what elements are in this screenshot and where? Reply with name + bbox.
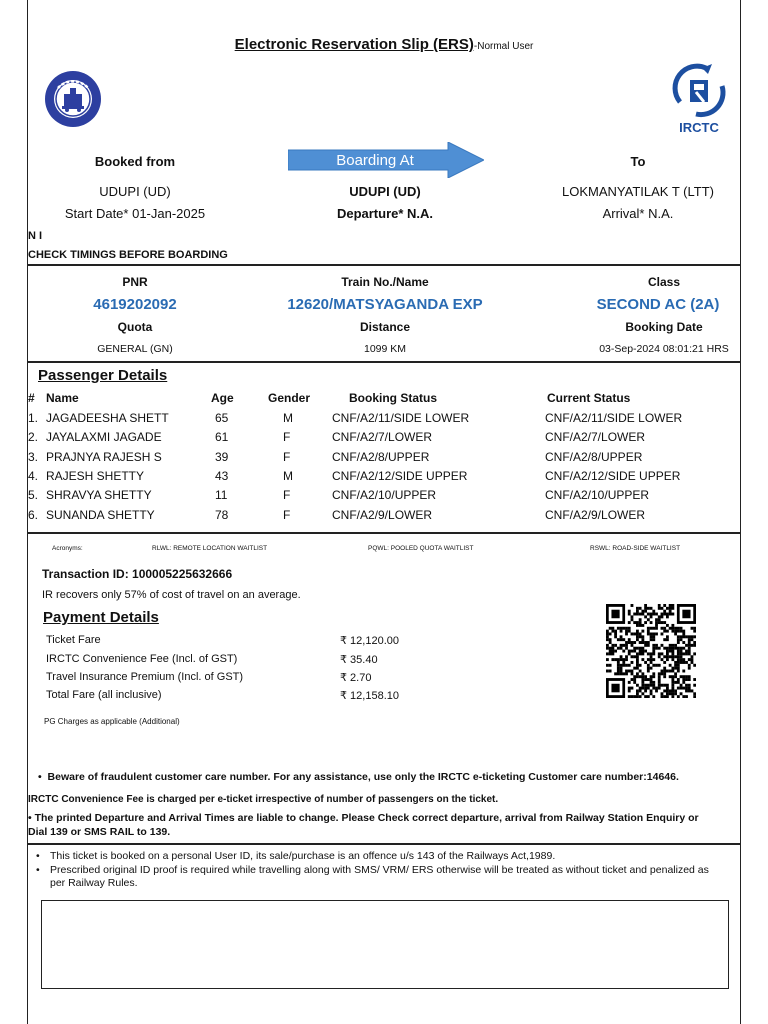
bullet-icon: • [28, 812, 35, 824]
booked-from-label: Booked from [94, 154, 176, 169]
acronym-rswl: RSWL: ROAD-SIDE WAITLIST [590, 545, 681, 552]
payment-label-insurance: Travel Insurance Premium (Incl. of GST) [46, 671, 244, 683]
irctc-logo-text: IRCTC [679, 120, 719, 135]
current-status: CNF/A2/11/SIDE LOWER [545, 411, 683, 425]
convenience-fee-note: IRCTC Convenience Fee is charged per e-ticket irrespective of number of passengers on the ticket. [28, 794, 499, 805]
col-age: Age [211, 391, 234, 405]
booking-status: CNF/A2/8/UPPER [332, 450, 430, 464]
payment-label-convenience-fee: IRCTC Convenience Fee (Incl. of GST) [46, 653, 238, 665]
to-label: To [630, 154, 646, 169]
acronym-rlwl: RLWL: REMOTE LOCATION WAITLIST [152, 545, 268, 552]
booking-status: CNF/A2/11/SIDE LOWER [332, 411, 470, 425]
passenger-name: JAYALAXMI JAGADE [46, 430, 162, 444]
acronym-pqwl: PQWL: POOLED QUOTA WAITLIST [368, 545, 474, 552]
start-date: Start Date* 01-Jan-2025 [64, 206, 206, 221]
row-num: 4. [28, 469, 39, 483]
fraud-warning-text: Beware of fraudulent customer care number. For any assistance, use only the IRCTC e-ticketing Customer care number:14646. [47, 771, 679, 783]
divider [28, 361, 740, 363]
divider [28, 532, 740, 534]
col-current-status: Current Status [547, 391, 631, 405]
timings-note [28, 812, 699, 824]
from-station: UDUPI (UD) [99, 184, 171, 199]
divider [28, 843, 740, 845]
passenger-gender: F [283, 508, 291, 522]
payment-amount-ticket-fare: ₹ 12,120.00 [340, 635, 399, 647]
arrival-time: Arrival* N.A. [602, 206, 674, 221]
departure-time: Departure* N.A. [336, 206, 434, 221]
payment-amount-insurance: ₹ 2.70 [340, 672, 372, 684]
passenger-age: 65 [215, 411, 229, 425]
irctc-logo-icon [666, 58, 732, 138]
passenger-gender: M [283, 469, 293, 483]
current-status: CNF/A2/7/LOWER [545, 430, 646, 444]
acronyms-label: Acronyms: [52, 545, 83, 552]
payment-label-total: Total Fare (all inclusive) [46, 689, 162, 701]
transaction-id: Transaction ID: 100005225632666 [42, 567, 233, 581]
rule-item: • Prescribed original ID proof is required while travelling along with SMS/ VRM/ ERS otherwise will be treated as without ticket and penalized as per Railway Rules. [34, 864, 724, 890]
timings-note-line2: Dial 139 or SMS RAIL to 139. [28, 826, 171, 838]
passenger-age: 78 [215, 508, 229, 522]
passenger-name: RAJESH SHETTY [46, 469, 145, 483]
booking-status: CNF/A2/7/LOWER [332, 430, 433, 444]
table-row [28, 411, 740, 427]
col-num: # [28, 391, 35, 405]
passenger-details-title: Passenger Details [38, 367, 168, 384]
passenger-gender: M [283, 411, 293, 425]
boarding-station: UDUPI (UD) [349, 184, 421, 199]
timings-note-line1: The printed Departure and Arrival Times are liable to change. Please Check correct departure, arrival from Railway Station Enquiry or [34, 812, 699, 824]
fraud-warning [38, 771, 679, 783]
passenger-age: 39 [215, 450, 229, 464]
passenger-age: 43 [215, 469, 229, 483]
row-num: 1. [28, 411, 39, 425]
row-num: 3. [28, 450, 39, 464]
row-num: 6. [28, 508, 39, 522]
ni-text: N I [28, 230, 43, 242]
divider [28, 264, 740, 266]
quota-value: GENERAL (GN) [97, 343, 173, 355]
table-row [28, 430, 740, 446]
current-status: CNF/A2/8/UPPER [545, 450, 643, 464]
passenger-age: 61 [215, 430, 229, 444]
advertisement-box [41, 900, 729, 989]
to-station: LOKMANYATILAK T (LTT) [562, 184, 714, 199]
boarding-at-label: Boarding At [336, 152, 414, 169]
passenger-age: 11 [215, 488, 228, 502]
passenger-name: SHRAVYA SHETTY [46, 488, 152, 502]
table-row [28, 450, 740, 466]
rule-item: • This ticket is booked on a personal User ID, its sale/purchase is an offence u/s 143 of the Railways Act,1989. [34, 850, 724, 863]
booking-status: CNF/A2/10/UPPER [332, 488, 437, 502]
rules-list [34, 850, 724, 891]
travel-class: SECOND AC (2A) [596, 296, 720, 313]
user-type: -Normal User [473, 41, 534, 52]
row-num: 2. [28, 430, 39, 444]
passenger-name: JAGADEESHA SHETT [46, 411, 169, 425]
col-gender: Gender [268, 391, 311, 405]
passenger-table-header [28, 391, 740, 407]
indian-railways-logo-icon [44, 70, 102, 128]
current-status: CNF/A2/10/UPPER [545, 488, 650, 502]
col-name: Name [46, 391, 79, 405]
current-status: CNF/A2/12/SIDE UPPER [545, 469, 681, 483]
booking-date-value: 03-Sep-2024 08:01:21 HRS [599, 343, 729, 355]
booking-status: CNF/A2/9/LOWER [332, 508, 433, 522]
passenger-gender: F [283, 450, 291, 464]
train-name: 12620/MATSYAGANDA EXP [287, 296, 483, 313]
distance-value: 1099 KM [363, 343, 407, 355]
check-timings-text: CHECK TIMINGS BEFORE BOARDING [28, 249, 228, 261]
distance-label: Distance [359, 320, 411, 334]
col-booking-status: Booking Status [349, 391, 438, 405]
payment-details-title: Payment Details [43, 609, 159, 626]
table-row [28, 488, 740, 504]
passenger-gender: F [283, 488, 291, 502]
bullet-icon: • [38, 771, 48, 783]
current-status: CNF/A2/9/LOWER [545, 508, 646, 522]
booking-status: CNF/A2/12/SIDE UPPER [332, 469, 468, 483]
pnr-label: PNR [122, 275, 148, 289]
passenger-gender: F [283, 430, 291, 444]
ers-page [27, 0, 741, 1024]
table-row [28, 508, 740, 524]
class-label: Class [647, 275, 681, 289]
pnr-number: 4619202092 [93, 296, 177, 313]
ir-recovers-text: IR recovers only 57% of cost of travel on an average. [42, 589, 301, 601]
pg-charges-text: PG Charges as applicable (Additional) [44, 717, 180, 726]
document-title: Electronic Reservation Slip (ERS) [234, 36, 474, 53]
qr-code-icon [606, 604, 696, 698]
train-label: Train No./Name [341, 275, 429, 289]
table-row [28, 469, 740, 485]
row-num: 5. [28, 488, 39, 502]
ers-title [28, 36, 740, 53]
payment-amount-convenience-fee: ₹ 35.40 [340, 654, 378, 666]
payment-label-ticket-fare: Ticket Fare [46, 634, 101, 646]
quota-label: Quota [117, 320, 153, 334]
payment-amount-total: ₹ 12,158.10 [340, 690, 399, 702]
passenger-name: SUNANDA SHETTY [46, 508, 155, 522]
booking-date-label: Booking Date [625, 320, 703, 334]
passenger-name: PRAJNYA RAJESH S [46, 450, 162, 464]
